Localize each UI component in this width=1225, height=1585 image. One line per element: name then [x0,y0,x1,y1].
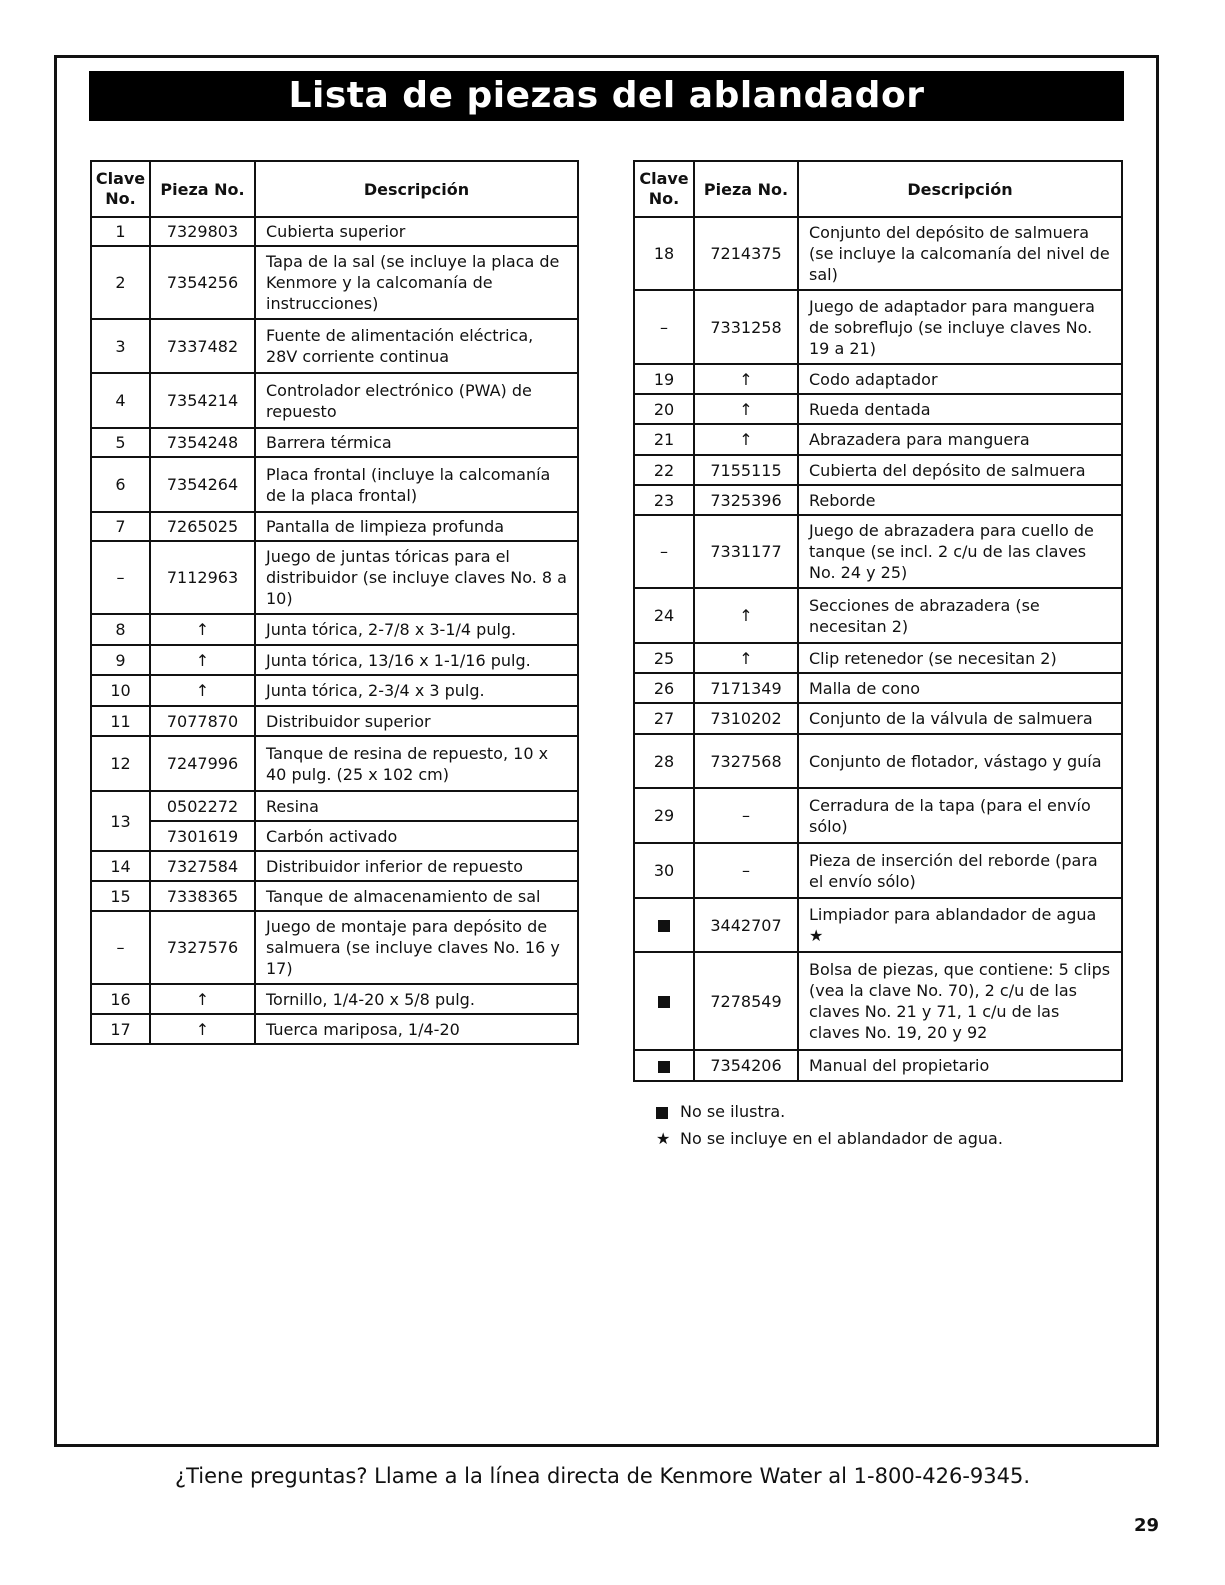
legend-not-shown [656,1098,1003,1125]
arrow-up-icon: ↑ [150,645,255,675]
cell-clave: 8 [91,614,150,645]
header-descripcion: Descripción [798,161,1122,217]
table-row [91,851,578,881]
cell-clave: 19 [634,364,694,394]
cell-pieza: 7171349 [694,673,798,703]
parts-table-body [634,217,1122,1081]
cell-descripcion: Cerradura de la tapa (para el envío sólo) [798,788,1122,843]
arrow-up-icon: ↑ [694,424,798,455]
cell-descripcion: Cubierta del depósito de salmuera [798,455,1122,485]
cell-clave: 7 [91,512,150,541]
cell-descripcion: Tanque de resina de repuesto, 10 x 40 pulg. (25 x 102 cm) [255,736,578,791]
header-pieza: Pieza No. [150,161,255,217]
table-row [634,898,1122,952]
cell-clave: 6 [91,457,150,512]
table-row [91,984,578,1014]
cell-descripcion: Juego de abrazadera para cuello de tanque (se incl. 2 c/u de las claves No. 24 y 25) [798,515,1122,588]
table-row [634,952,1122,1050]
cell-pieza: – [694,788,798,843]
table-row [634,643,1122,673]
footer-hotline: ¿Tiene preguntas? Llame a la línea directa de Kenmore Water al 1-800-426-9345. [174,1464,1031,1488]
cell-clave: 30 [634,843,694,898]
cell-pieza: 7327584 [150,851,255,881]
table-row [91,736,578,791]
cell-descripcion: Secciones de abrazadera (se necesitan 2) [798,588,1122,643]
cell-descripcion: Distribuidor inferior de repuesto [255,851,578,881]
table-row [91,791,578,821]
cell-descripcion: Codo adaptador [798,364,1122,394]
cell-clave: 13 [91,791,150,851]
cell-clave: – [91,911,150,984]
cell-descripcion: Placa frontal (incluye la calcomanía de la placa frontal) [255,457,578,512]
cell-pieza: – [694,843,798,898]
table-row [91,457,578,512]
header-clave: Clave No. [91,161,150,217]
cell-clave: 17 [91,1014,150,1044]
arrow-up-icon: ↑ [694,364,798,394]
table-row [91,428,578,457]
cell-descripcion: Juego de juntas tóricas para el distribuidor (se incluye claves No. 8 a 10) [255,541,578,614]
table-header-row [634,161,1122,217]
cell-clave: 1 [91,217,150,246]
cell-descripcion: Manual del propietario [798,1050,1122,1081]
cell-clave: 11 [91,706,150,736]
cell-clave: 29 [634,788,694,843]
cell-descripcion: Distribuidor superior [255,706,578,736]
cell-pieza: 7327576 [150,911,255,984]
cell-descripcion: Pieza de inserción del reborde (para el envío sólo) [798,843,1122,898]
table-row [634,217,1122,290]
cell-descripcion: Cubierta superior [255,217,578,246]
cell-clave: – [634,290,694,364]
legend-not-included [656,1125,1003,1152]
table-row [91,911,578,984]
legend-not-included-text: No se incluye en el ablandador de agua. [680,1129,1003,1148]
cell-clave: 28 [634,734,694,788]
cell-pieza: 7354256 [150,246,255,319]
cell-pieza: 7354206 [694,1050,798,1081]
cell-pieza: 7327568 [694,734,798,788]
cell-descripcion: Pantalla de limpieza profunda [255,512,578,541]
cell-pieza: 7354248 [150,428,255,457]
cell-pieza: 7301619 [150,821,255,851]
parts-table-body [91,217,578,1044]
parts-table-left [90,160,579,1045]
header-clave: Clave No. [634,161,694,217]
table-row [634,455,1122,485]
cell-clave: – [91,541,150,614]
cell-clave: 4 [91,373,150,428]
legend [656,1098,1003,1152]
cell-descripcion: Junta tórica, 2-7/8 x 3-1/4 pulg. [255,614,578,645]
table-row [634,515,1122,588]
cell-descripcion: Junta tórica, 13/16 x 1-1/16 pulg. [255,645,578,675]
cell-pieza: 7214375 [694,217,798,290]
cell-descripcion: Barrera térmica [255,428,578,457]
cell-clave: 3 [91,319,150,373]
table-row [634,290,1122,364]
page-number: 29 [1133,1515,1159,1536]
table-row [634,485,1122,515]
cell-clave [634,898,694,952]
cell-descripcion: Juego de montaje para depósito de salmuera (se incluye claves No. 16 y 17) [255,911,578,984]
cell-clave: 14 [91,851,150,881]
table-row [91,881,578,911]
cell-pieza: 7112963 [150,541,255,614]
page-title: Lista de piezas del ablandador [89,71,1124,121]
table-row [91,373,578,428]
cell-clave [634,1050,694,1081]
table-row [634,1050,1122,1081]
arrow-up-icon: ↑ [150,984,255,1014]
table-row [91,645,578,675]
cell-pieza: 0502272 [150,791,255,821]
table-row [91,821,578,851]
cell-clave: 18 [634,217,694,290]
cell-descripcion: Tanque de almacenamiento de sal [255,881,578,911]
cell-descripcion: Conjunto del depósito de salmuera (se incluye la calcomanía del nivel de sal) [798,217,1122,290]
cell-clave: 22 [634,455,694,485]
star-icon: ★ [656,1129,671,1148]
cell-pieza: 7278549 [694,952,798,1050]
arrow-up-icon: ↑ [150,1014,255,1044]
table-header-row [91,161,578,217]
cell-descripcion: Reborde [798,485,1122,515]
cell-descripcion: Resina [255,791,578,821]
cell-descripcion: Fuente de alimentación eléctrica, 28V corriente continua [255,319,578,373]
table-row [634,734,1122,788]
cell-descripcion: Bolsa de piezas, que contiene: 5 clips (vea la clave No. 70), 2 c/u de las claves No. 21 y 71, 1 c/u de las claves No. 19, 20 y 92 [798,952,1122,1050]
cell-descripcion: Conjunto de flotador, vástago y guía [798,734,1122,788]
table-row [91,217,578,246]
cell-clave: 21 [634,424,694,455]
cell-descripcion: Tuerca mariposa, 1/4-20 [255,1014,578,1044]
arrow-up-icon: ↑ [694,588,798,643]
arrow-up-icon: ↑ [694,394,798,424]
cell-descripcion: Limpiador para ablandador de agua ★ [798,898,1122,952]
legend-not-shown-text: No se ilustra. [680,1102,786,1121]
header-descripcion: Descripción [255,161,578,217]
parts-table-right [633,160,1123,1082]
cell-pieza: 7329803 [150,217,255,246]
cell-pieza: 7325396 [694,485,798,515]
cell-clave: – [634,515,694,588]
cell-pieza: 7331258 [694,290,798,364]
cell-clave: 15 [91,881,150,911]
cell-pieza: 7077870 [150,706,255,736]
cell-descripcion: Juego de adaptador para manguera de sobreflujo (se incluye claves No. 19 a 21) [798,290,1122,364]
cell-clave: 26 [634,673,694,703]
cell-descripcion: Controlador electrónico (PWA) de repuesto [255,373,578,428]
table-row [634,703,1122,734]
cell-descripcion: Conjunto de la válvula de salmuera [798,703,1122,734]
cell-clave: 12 [91,736,150,791]
header-pieza: Pieza No. [694,161,798,217]
table-row [634,843,1122,898]
table-row [634,364,1122,394]
cell-clave: 5 [91,428,150,457]
table-row [634,673,1122,703]
square-icon [658,996,670,1008]
square-icon [658,1061,670,1073]
cell-pieza: 7354264 [150,457,255,512]
cell-pieza: 7310202 [694,703,798,734]
cell-pieza: 7337482 [150,319,255,373]
cell-clave: 23 [634,485,694,515]
cell-descripcion: Junta tórica, 2-3/4 x 3 pulg. [255,675,578,706]
cell-pieza: 7155115 [694,455,798,485]
table-row [91,319,578,373]
cell-descripcion: Malla de cono [798,673,1122,703]
cell-clave: 16 [91,984,150,1014]
table-row [634,588,1122,643]
cell-clave: 27 [634,703,694,734]
cell-descripcion: Tapa de la sal (se incluye la placa de Kenmore y la calcomanía de instrucciones) [255,246,578,319]
cell-pieza: 7247996 [150,736,255,791]
cell-descripcion: Carbón activado [255,821,578,851]
cell-clave: 10 [91,675,150,706]
cell-pieza: 7331177 [694,515,798,588]
cell-clave: 25 [634,643,694,673]
square-icon [658,920,670,932]
cell-clave: 9 [91,645,150,675]
cell-clave: 20 [634,394,694,424]
table-row [91,706,578,736]
cell-pieza: 7338365 [150,881,255,911]
square-icon [656,1098,680,1125]
cell-pieza: 3442707 [694,898,798,952]
table-row [91,246,578,319]
cell-descripcion: Clip retenedor (se necesitan 2) [798,643,1122,673]
table-row [634,424,1122,455]
cell-clave: 24 [634,588,694,643]
table-row [91,675,578,706]
cell-descripcion: Rueda dentada [798,394,1122,424]
arrow-up-icon: ↑ [150,675,255,706]
cell-pieza: 7354214 [150,373,255,428]
arrow-up-icon: ↑ [694,643,798,673]
table-row [91,541,578,614]
table-row [634,394,1122,424]
cell-descripcion: Abrazadera para manguera [798,424,1122,455]
cell-pieza: 7265025 [150,512,255,541]
cell-clave [634,952,694,1050]
cell-descripcion: Tornillo, 1/4-20 x 5/8 pulg. [255,984,578,1014]
table-row [91,614,578,645]
cell-clave: 2 [91,246,150,319]
table-row [91,512,578,541]
table-row [634,788,1122,843]
table-row [91,1014,578,1044]
arrow-up-icon: ↑ [150,614,255,645]
